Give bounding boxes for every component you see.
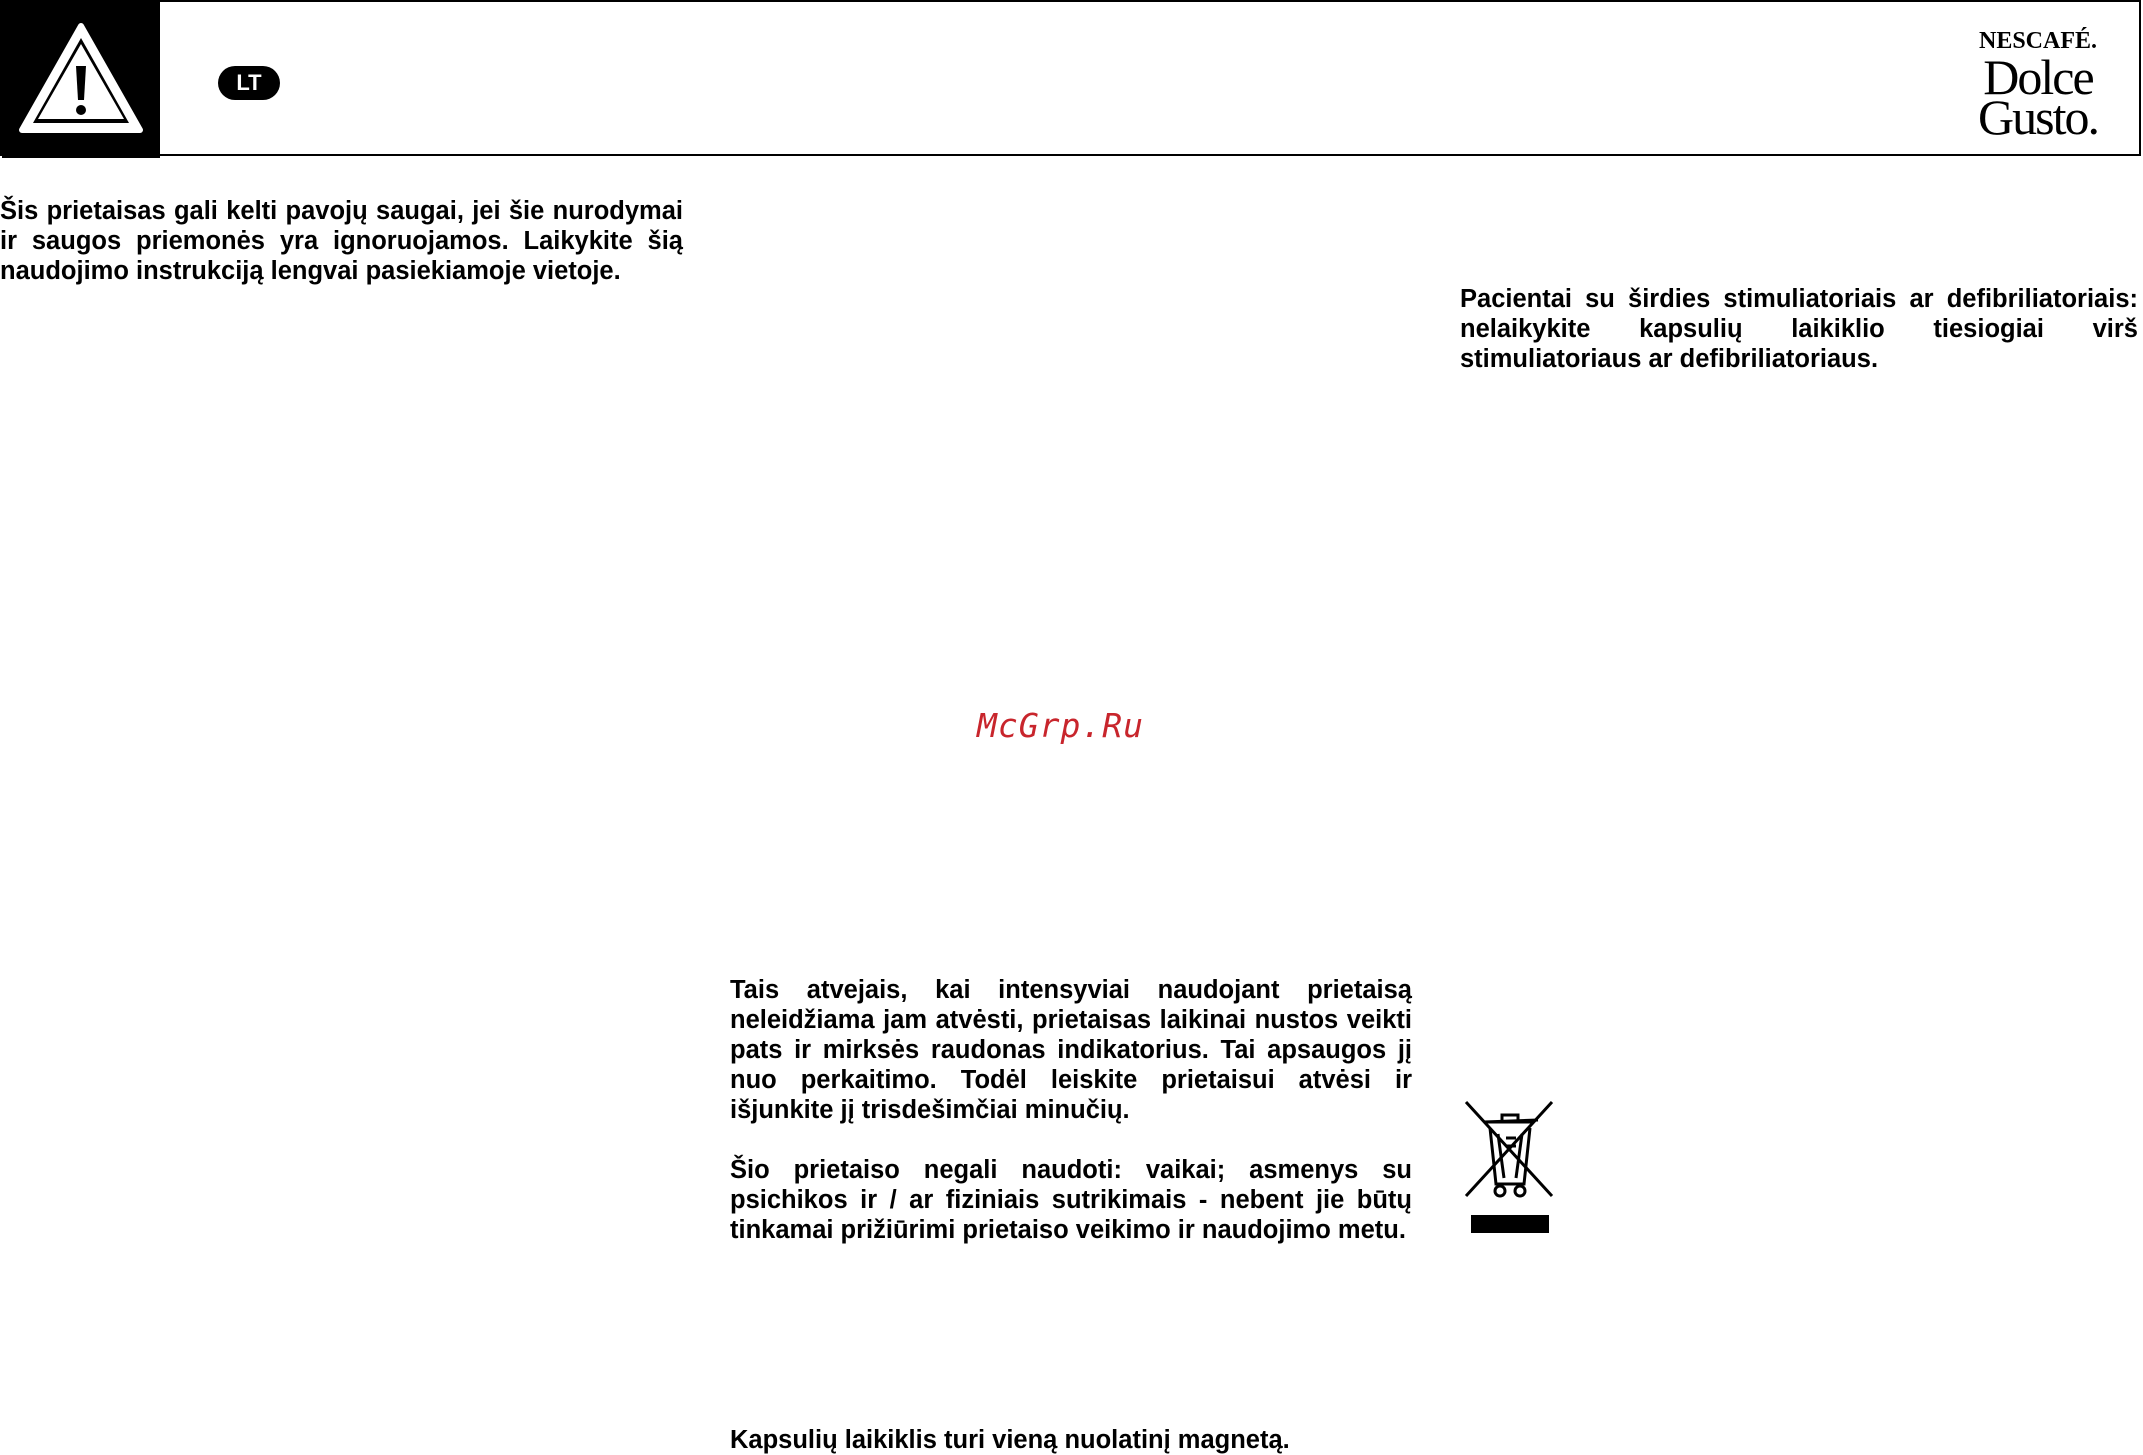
weee-symbol xyxy=(1460,1098,1560,1242)
brand-logo-line2: Dolce xyxy=(1983,49,2093,105)
page-header xyxy=(0,0,2141,156)
warning-box xyxy=(2,2,160,158)
pacemaker-warning-paragraph: Pacientai su širdies stimuliatoriais ar defibriliatoriais: nelaikykite kapsulių laikiklio tiesiogiai virš stimuliatoriaus ar defibriliatoriaus. xyxy=(1460,285,2138,373)
brand-logo-line1: NESCAFÉ. xyxy=(1978,28,2098,54)
crossed-out-bin-icon xyxy=(1460,1098,1560,1238)
overheat-paragraph: Tais atvejais, kai intensyviai naudojant prietaisą neleidžiama jam atvėsti, prietaisas laikinai nustos veikti pats ir mirksės raudonas indikatorius. Tai apsaugos jį nuo perkaitimo. Todėl leiskite prietaisui atvėsi ir išjunkite jį trisdešimčiai minučių. xyxy=(730,976,1412,1124)
language-badge: LT xyxy=(218,66,280,100)
watermark: McGrp.Ru xyxy=(977,706,1144,745)
children-paragraph: Šio prietaiso negali naudoti: vaikai; asmenys su psichikos ir / ar fiziniais sutrikimais - nebent jie būtų tinkamai prižiūrimi prietaiso veikimo ir naudojimo metu. xyxy=(730,1156,1412,1244)
warning-triangle-icon xyxy=(18,20,144,138)
intro-paragraph: Šis prietaisas gali kelti pavojų saugai, jei šie nurodymai ir saugos priemonės yra ignoruojamos. Laikykite šią naudojimo instrukciją lengvai pasiekiamoje vietoje. xyxy=(0,197,683,285)
brand-logo xyxy=(1973,28,2103,145)
brand-logo-line3: Gusto. xyxy=(1978,89,2098,145)
magnet-paragraph: Kapsulių laikiklis turi vieną nuolatinį magnetą. xyxy=(730,1426,1290,1454)
